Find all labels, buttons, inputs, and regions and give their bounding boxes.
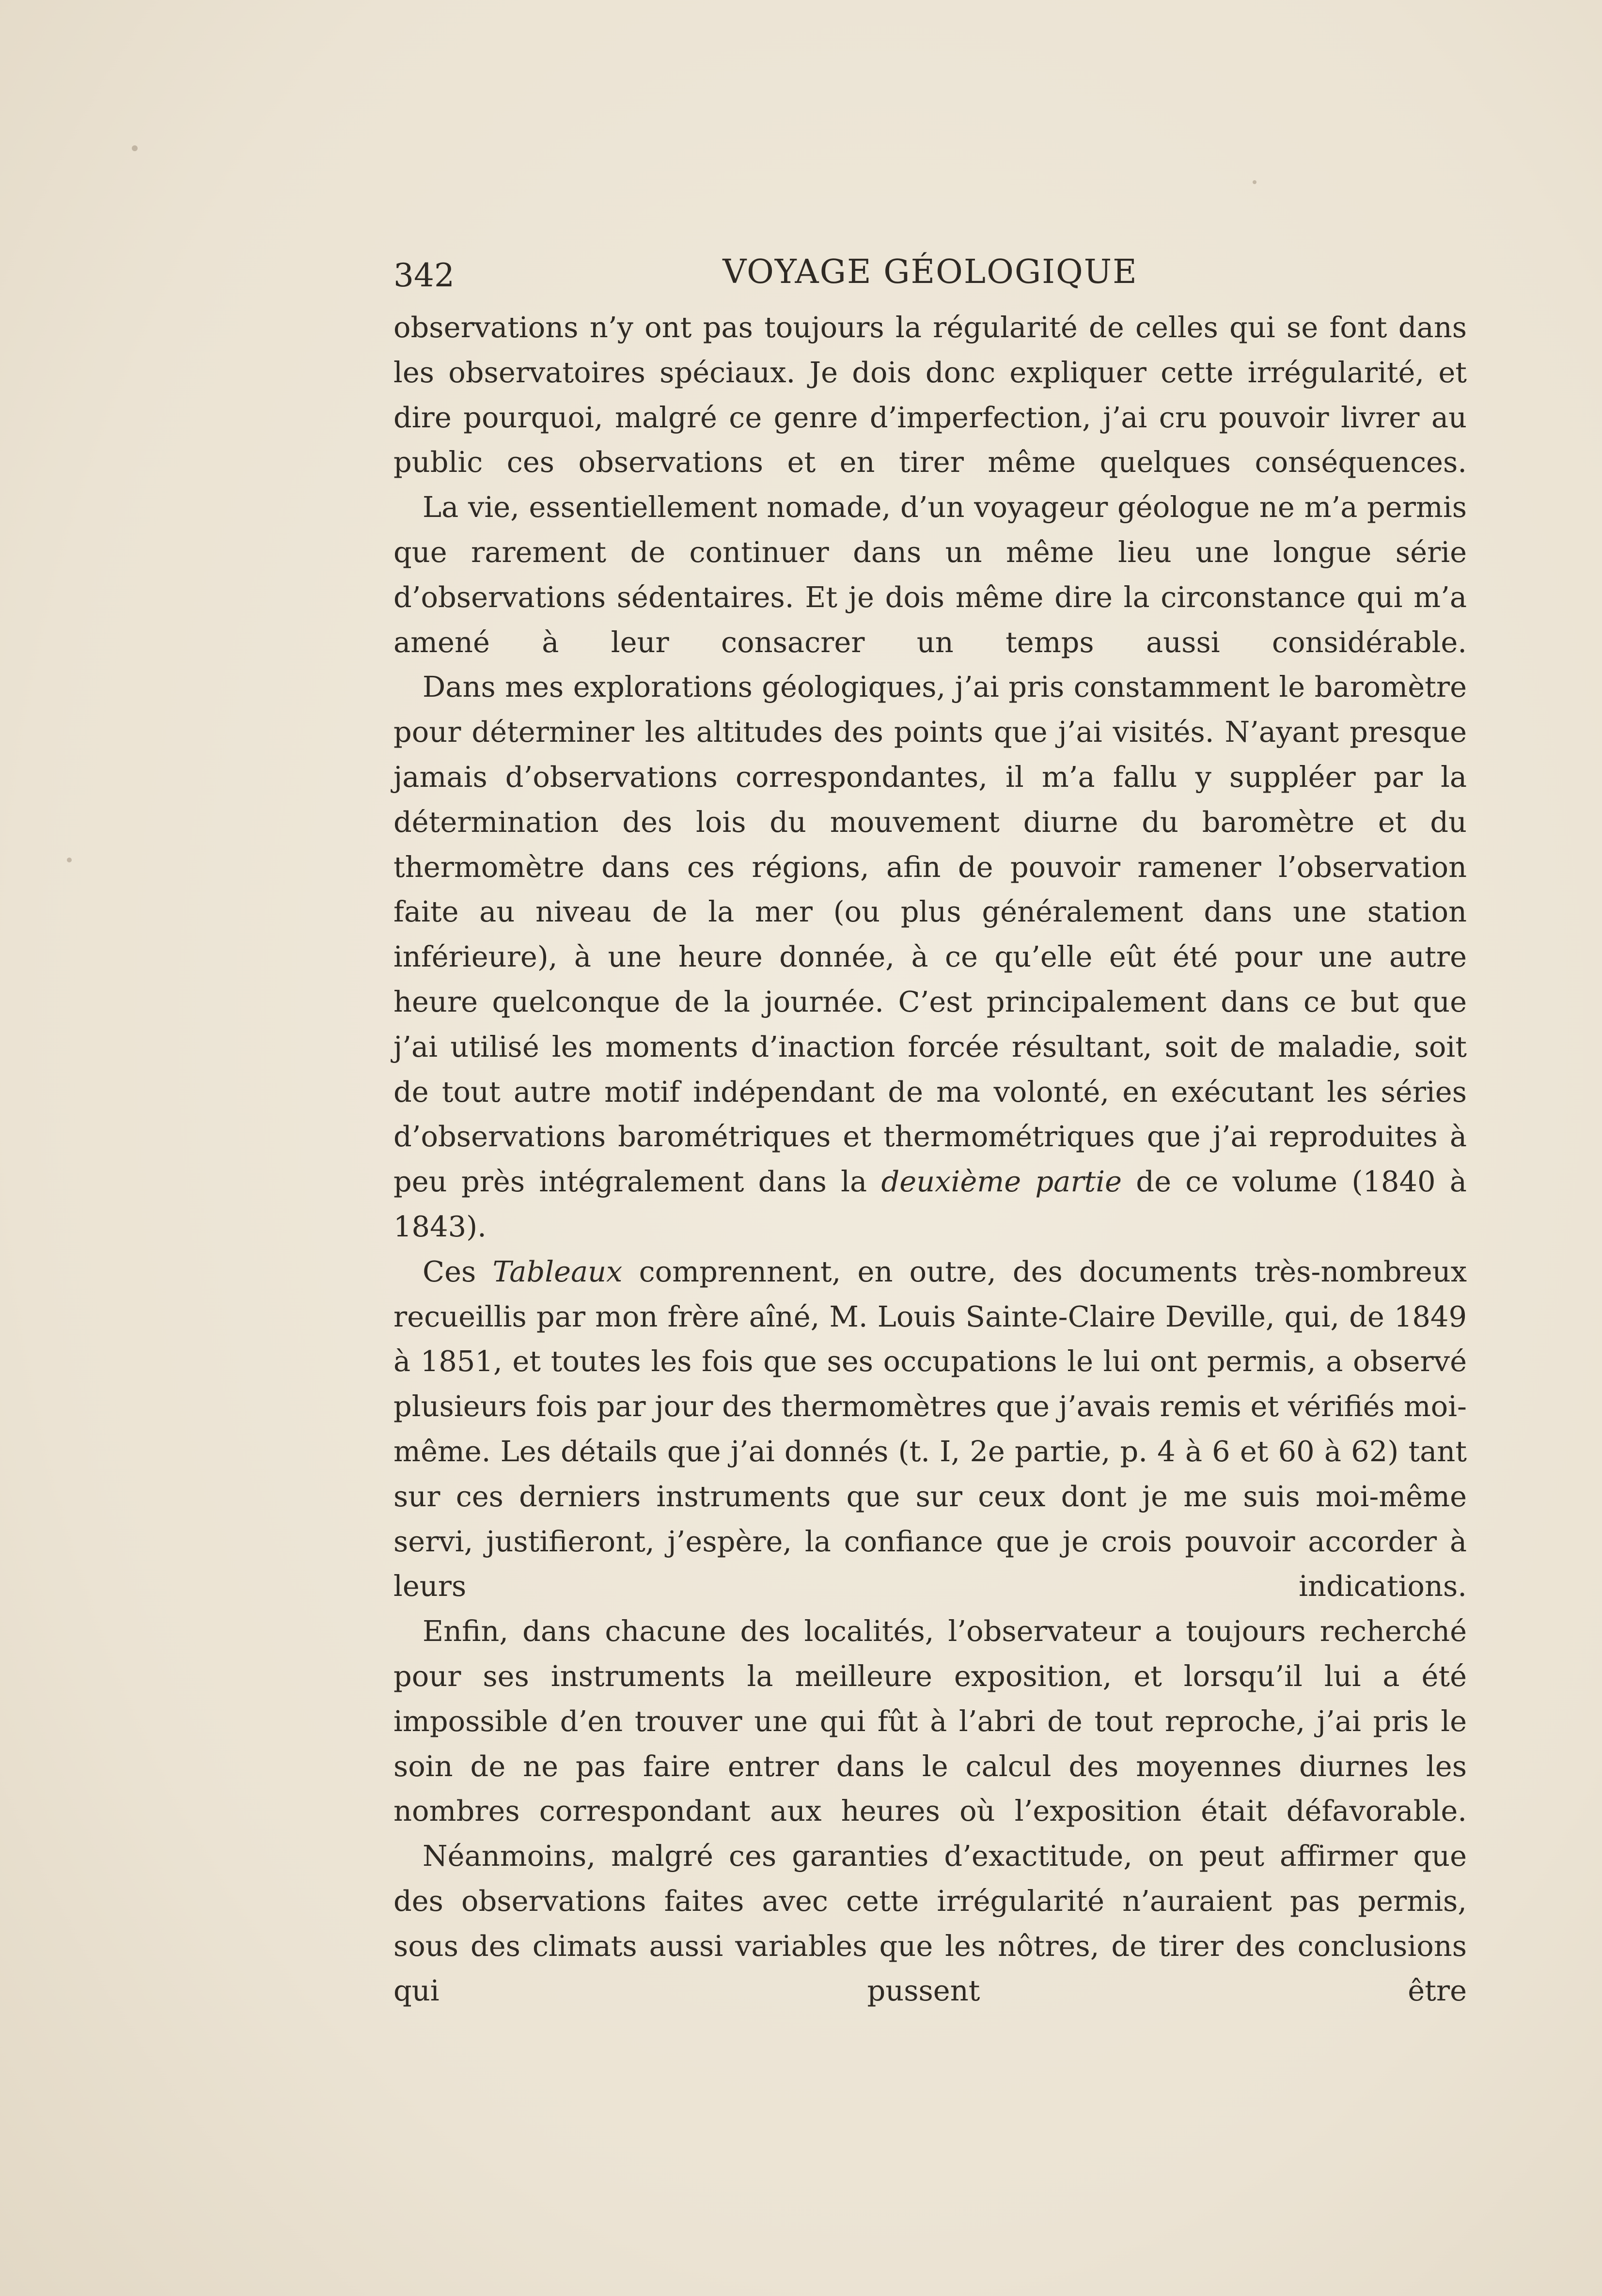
paragraph-3-text-before: Dans mes explorations géologiques, j’ai pris constamment le baromètre pour déterminer les altitudes des points que j’ai visités. N’ayant presque jamais d’observations correspondantes, il m’a fallu y suppléer par la détermination des lois du mouvement diurne du baromètre et du thermomètre dans ces régions, afin de pouvoir ramener l’observation faite au niveau de la mer (ou plus généralement dans une station inférieure), à une heure donnée, à ce qu’elle eût été pour une autre heure quelconque de la journée. C’est principalement dans ce but que j’ai utilisé les moments d’inaction forcée résultant, soit de maladie, soit de tout autre motif indépendant de ma volonté, en exécutant les séries d’observations barométriques et thermométriques que j’ai reproduites à peu près intégralement dans la — [393, 670, 1467, 1199]
running-head — [393, 247, 1467, 305]
paragraph-4-text-before: Ces — [423, 1254, 493, 1288]
page-number: 342 — [393, 257, 455, 294]
paper-spot — [132, 145, 138, 151]
running-title: VOYAGE GÉOLOGIQUE — [722, 253, 1138, 291]
paragraph-2: La vie, essentiellement nomade, d’un voyageur géologue ne m’a permis que rarement de continuer dans un même lieu une longue série d’observations sédentaires. Et je dois même dire la circonstance qui m’a amené à leur consacrer un temps aussi considérable. — [393, 490, 1467, 659]
paragraph-5: Enfin, dans chacune des localités, l’observateur a toujours recherché pour ses instruments la meilleure exposition, et lorsqu’il lui a été impossible d’en trouver une qui fût à l’abri de tout reproche, j’ai pris le soin de ne pas faire entrer dans le calcul des moyennes diurnes les nombres correspondant aux heures où l’exposition était défavorable. — [393, 1614, 1467, 1828]
paragraph-4-text-after: comprennent, en outre, des documents très-nombreux recueillis par mon frère aîné, M. Louis Sainte-Claire Deville, qui, de 1849 à 1851, et toutes les fois que ses occupations le lui ont permis, a observé plusieurs fois par jour des thermomètres que j’avais remis et vérifiés moi-même. Les détails que j’ai donnés (t. I, 2e partie, p. 4 à 6 et 60 à 62) tant sur ces derniers instruments que sur ceux dont je me suis moi-même servi, justifieront, j’espère, la confiance que je crois pouvoir accorder à leurs indications. — [393, 1254, 1467, 1603]
paragraph-3-italic-text: deuxième partie — [881, 1165, 1122, 1199]
paragraph-4-italic-text: Tableaux — [492, 1254, 623, 1288]
paragraph-3 — [393, 665, 1467, 1249]
paper-spot — [1253, 180, 1256, 184]
paragraph-1: observations n’y ont pas toujours la régularité de celles qui se font dans les observatoires spéciaux. Je dois donc expliquer cette irrégularité, et dire pourquoi, malgré ce genre d’imperfection, j’ai cru pouvoir livrer au public ces observations et en tirer même quelques conséquences. — [393, 311, 1467, 479]
paper-spot — [67, 858, 72, 862]
paragraph-4 — [393, 1250, 1467, 1609]
paragraph-3-text-after: de ce volume (1840 à 1843). — [393, 1165, 1467, 1243]
page-text-block — [393, 247, 1467, 2014]
paragraph-6: Néanmoins, malgré ces garanties d’exactitude, on peut affirmer que des observations faites avec cette irrégularité n’auraient pas permis, sous des climats aussi variables que les nôtres, de tirer des conclusions qui pussent être — [393, 1839, 1467, 2008]
